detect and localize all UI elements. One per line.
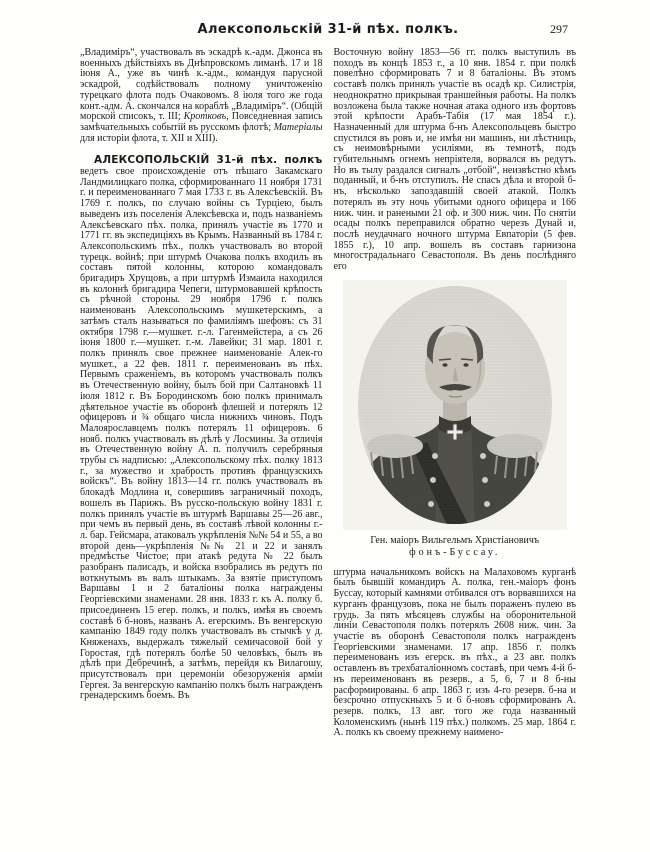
- page-number: 297: [550, 22, 568, 36]
- portrait-caption-line1: Ген. маіоръ Вильгельмъ Христіановичъ: [370, 534, 540, 546]
- running-head: [80, 20, 576, 42]
- continuation-text-1: „Владиміръ“, участвовалъ въ эскадрѣ к.-адм. Джонса въ военныхъ дѣйствіяхъ въ Днѣпровскомъ лиманѣ. 17 и 18 іюня А., уже въ чинѣ к.-адм., командуя парусной эскадрой, содѣйствовалъ полному уничтоженію турецкаго флота подъ Очаковомъ. 8 іюля того же года конт.-адм. А. скончался на кораблѣ „Владиміръ“. (Общій морской списокъ, т. III;: [80, 47, 323, 123]
- article-body-text: ведетъ свое происхожденіе отъ пѣшаго Закамскаго Ландмилицкаго полка, сформированнаго 11 ноября 1731 г. и переименованнаго 7 мая 1733 г. въ Алексѣевскій. Въ 1769 г. полкъ, по случаю войны съ Турціею, былъ выведенъ изъ поселенія Алексѣевска и, подъ названіемъ Алексѣевскаго пѣх. полка, принялъ участіе въ 1770 и 1771 гг. въ экспедиціяхъ въ Крымъ. Названный въ 1784 г. Алексопольскимъ пѣх., полкъ участвовалъ во второй турецк. войнѣ; при штурмѣ Очакова полкъ входилъ въ составъ пятой колонны, которою командовалъ бригадиръ Хрущовъ, а при штурмѣ Измаила находился въ колоннѣ бригадира Чепеги, штурмовавшей крѣпость съ рѣчной стороны. 29 ноября 1796 г. полкъ наименованъ Алексопольскимъ мушкетерскимъ, а затѣмъ сталъ называться по фамиліямъ шефовъ: съ 31 октября 1798 г.—мушкет. г.-л. Гагенмейстера, а съ 26 іюня 1800 г.—мушкет. г.-м. Лавейки; 31 мар. 1801 г. полкъ принялъ свое прежнее наименованіе Алек-го мушкет., а 22 фев. 1811 г. переименованъ въ пѣх. Первымъ сраженіемъ, въ которомъ участвовалъ полкъ въ Отечественную войну, былъ бой при Салтановкѣ 11 іюля 1812 г. Въ Бородинскомъ бою полкъ принималъ дѣятельное участіе въ оборонѣ флешей и потерялъ 12 офицеровъ и ¾ общаго числа нижнихъ чиновъ. Подъ Малоярославцемъ полкъ потерялъ 11 офицеровъ. 6 нояб. полкъ участвовалъ въ дѣлѣ у Лосмины. За отличія въ Отечественную войну А. п. получилъ серебряныя трубы съ надписью: „Алексопольскому пѣх. полку 1813 г., за мужество и храбрость противъ французскихъ войскъ“. Въ войну 1813—14 гг. полкъ участвовалъ въ блокадѣ Модлина и, совершивъ заграничный походъ, вошелъ въ Парижъ. Въ русско-польскую войну 1831 г. полкъ принялъ участіе въ штурмѣ Варшавы 25—26 авг., при чемъ въ первый день, въ составѣ лѣвой колонны г.-л. бар. Гейсмара, атаковалъ укрѣпленія №№ 54 и 55, а во второй день—укрѣпленія №№ 21 и 22 и занялъ предмѣстье Чистое; при атакѣ редута № 22 былъ разобранъ палисадъ, и войска взобрались въ редутъ по воткнутымъ въ валъ штыкамъ. За взятіе приступомъ Варшавы 1 и 2 баталіоны полка награждены Георгіевскими знаменами. 28 янв. 1833 г. къ А. полку б. присоединенъ 15 егер. полкъ, и полкъ, имѣя въ своемъ составѣ 6 б-новъ, названъ А. егерскимъ. Въ венгерскую кампанію 1849 году полкъ участвовалъ въ стычкѣ у д. Княженахъ, выдержалъ тяжелый семичасовой бой у Горостая, гдѣ потерялъ болѣе 50 человѣкъ, былъ въ дѣлѣ при Дебречинѣ, а затѣмъ, перейдя къ Вилагошу, присутствовалъ при церемоніи обезоруженія арміи Гергея. За венгерскую кампанію полкъ былъ награжденъ гренадерскимъ боемъ. Въ: [80, 166, 323, 702]
- left-column: [80, 48, 323, 739]
- two-column-text-block: [80, 48, 576, 739]
- right-column-text-top: Восточную войну 1853—56 гг. полкъ выступилъ въ походъ въ концѣ 1853 г., а 10 янв. 1854 г. при полкѣ повелѣно сформировать 7 и 8 баталіоны. Въ этомъ составѣ полкъ принялъ участіе въ осадѣ кр. Силистрія, неоднократно прикрывая траншейныя работы. На полкъ возложена была также ночная атака одного изъ фортовъ этой крѣпости Арабъ-Табія (17 мая 1854 г.). Назначенный для штурма б-нъ Алексопольцевъ быстро спустился въ ровъ и, не имѣя ни машинъ, ни лѣстницъ, съ неимовѣрными усиліями, въ темнотѣ, подъ губительнымъ огнемъ непріятеля, ворвался въ редутъ. Но въ тылу раздался сигналъ „отбой“, неизвѣстно кѣмъ поданный, и б-нъ отступилъ. Не спасъ дѣла и второй б-нъ, нѣсколько запоздавшій своей атакой. Полкъ потерялъ въ эту ночь убитыми одного офицера и 166 ниж. чин. и ранеными 21 оф. и 300 ниж. чин. По снятіи осады полкъ переправился обратно черезъ Дунай и, послѣ неудачнаго ночного штурма Евпаторіи (5 фев. 1855 г.), 10 апр. вошелъ въ составъ гарнизона многострадальнаго Севастополя. Въ день послѣдняго его: [333, 47, 576, 273]
- article-paragraph: [80, 155, 323, 702]
- running-header-title: Алексопольскій 31-й пѣх. полкъ.: [197, 22, 459, 37]
- continuation-paragraph: [80, 48, 323, 144]
- continuation-text-2: , Повседневная запись замѣчательныхъ событій въ русскомъ флотѣ;: [80, 111, 323, 133]
- portrait-caption-line2: фонъ-Буссау.: [409, 546, 501, 558]
- article-headword: АЛЕКСОПОЛЬСКІЙ 31-й пѣх. полкъ: [94, 154, 323, 167]
- portrait-caption: [343, 535, 567, 559]
- right-column: [334, 48, 577, 739]
- cited-author: Кротковъ: [183, 111, 227, 123]
- portrait-figure: [343, 280, 567, 559]
- continuation-text-3: для исторіи флота, т. XII и XIII).: [80, 132, 218, 144]
- right-column-text-bottom: штурма начальникомъ войскъ на Малаховомъ курганѣ былъ бывшій командиръ А. полка, ген.-маіоръ фонъ Буссау, который камнями отбивался отъ ворвавшихся на курганъ французовъ, пока не былъ пораженъ пулею въ грудь. За пять мѣсяцевъ службы на оборонительной линіи Севастополя полкъ потерялъ 2608 ниж. чин. За участіе въ оборонѣ Севастополя полкъ награжденъ Георгіевскими знаменами. 17 апр. 1856 г. полкъ переименованъ изъ егерск. въ пѣх., а 23 авг. полкъ оставленъ въ трехбаталіонномъ составѣ, при чемъ 4-й б-нъ переименованъ въ резерв., а 5, 6, 7 и 8 б-ны расформированы. 6 апр. 1863 г. изъ 4-го резерв. б-на и безсрочно отпускныхъ 5 и 6 б-новъ сформированъ А. резерв. полкъ, 13 авг. того же года названный Коломенскимъ (нынѣ 119 пѣх.) полкомъ. 25 мар. 1864 г. А. полкъ къ своему прежнему наимено-: [333, 566, 576, 739]
- portrait-engraving: [343, 280, 567, 530]
- cited-source: Матеріалы: [273, 121, 323, 133]
